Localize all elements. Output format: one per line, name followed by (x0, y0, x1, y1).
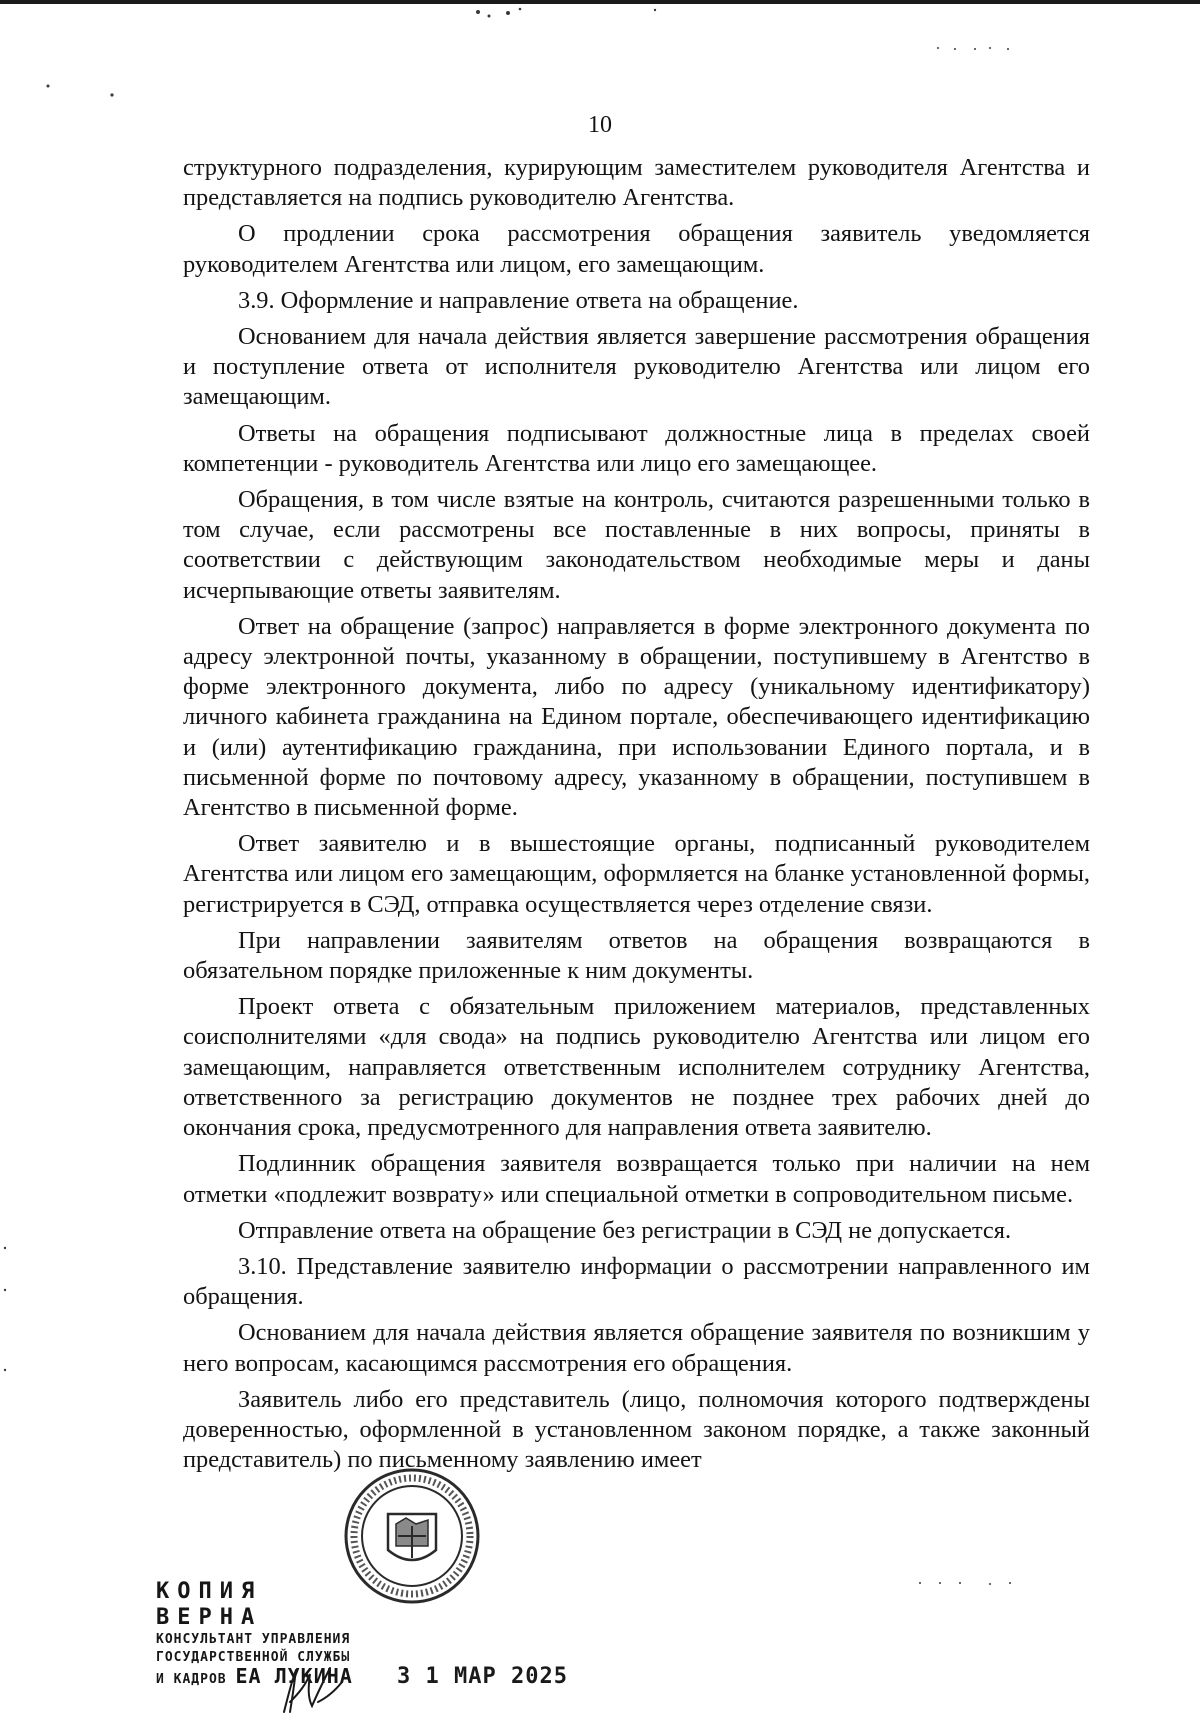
paragraph: структурного подразделения, курирующим заместителем руководителя Агентства и представляется на подпись руководителю Агентства. (183, 154, 1090, 212)
paragraph: Ответы на обращения подписывают должностные лица в пределах своей компетенции - руководитель Агентства или лицо его замещающее. (183, 419, 1090, 477)
top-border-line (0, 0, 1200, 4)
date-stamp: 3 1 МАР 2025 (397, 1664, 568, 1689)
paragraph: При направлении заявителям ответов на обращения возвращаются в обязательном порядке приложенные к ним документы. (183, 926, 1090, 985)
paragraph: Основанием для начала действия является завершение рассмотрения обращения и поступление ответа от исполнителя руководителю Агентства или лицом его замещающим. (183, 323, 1090, 411)
paragraph: Отправление ответа на обращение без регистрации в СЭД не допускается. (238, 1216, 1012, 1244)
handwritten-signature-icon (278, 1662, 348, 1716)
document-body (183, 153, 1090, 1481)
page-number: 10 (588, 112, 612, 138)
position-line: КОНСУЛЬТАНТ УПРАВЛЕНИЯ (156, 1632, 351, 1647)
section-heading: 3.9. Оформление и направление ответа на обращение. (238, 286, 799, 314)
paragraph: Ответ на обращение (запрос) направляется в форме электронного документа по адресу электронной почты, указанному в обращении, поступившему в Агентство в форме электронного документа, либо по адресу (уникальному идентификатору) личного кабинета гражданина на Едином портале, обеспечивающего идентификацию и (или) аутентификацию гражданина, при использовании Единого портала, и в письменной форме по почтовому адресу, указанному в обращении, поступившем в Агентство в письменной форме. (183, 612, 1090, 822)
paragraph: Ответ заявителю и в вышестоящие органы, подписанный руководителем Агентства или лицом его замещающим, оформляется на бланке установленной формы, регистрируется в СЭД, отправка осуществляется через отделение связи. (183, 830, 1090, 918)
paragraph: Заявитель либо его представитель (лицо, полномочия которого подтверждены доверенностью, оформленной в установленном законом порядке, а также законный представитель) по письменному заявлению имеет (183, 1385, 1090, 1474)
paragraph: Проект ответа с обязательным приложением материалов, представленных соисполнителями «для свода» на подпись руководителю Агентства или лицом его замещающим, направляется ответственным исполнителем сотруднику Агентства, ответственного за регистрацию документов не позднее трех рабочих дней до окончания срока, предусмотренного для направления ответа заявителю. (183, 993, 1090, 1142)
position-line: ГОСУДАРСТВЕННОЙ СЛУЖБЫ (156, 1650, 351, 1665)
position-line-prefix: И КАДРОВ (156, 1672, 227, 1687)
certifier-name: ЕА ЛУКИНА (235, 1664, 353, 1688)
paragraph: Основанием для начала действия является обращение заявителя по возникшим у него вопросам, касающимся рассмотрения его обращения. (183, 1319, 1090, 1377)
copy-verified-label: КОПИЯ ВЕРНА (156, 1579, 263, 1630)
paragraph: Обращения, в том числе взятые на контроль, считаются разрешенными только в том случае, если рассмотрены все поставленные в них вопросы, приняты в соответствии с действующим законодательством необходимые меры и даны исчерпывающие ответы заявителям. (183, 486, 1090, 604)
paragraph: О продлении срока рассмотрения обращения заявитель уведомляется руководителем Агентства или лицом, его замещающим. (183, 220, 1090, 278)
paragraph: Подлинник обращения заявителя возвращается только при наличии на нем отметки «подлежит возврату» или специальной отметки в сопроводительном письме. (183, 1150, 1090, 1208)
section-heading: 3.10. Представление заявителю информации о рассмотрении направленного им обращения. (183, 1252, 1090, 1311)
